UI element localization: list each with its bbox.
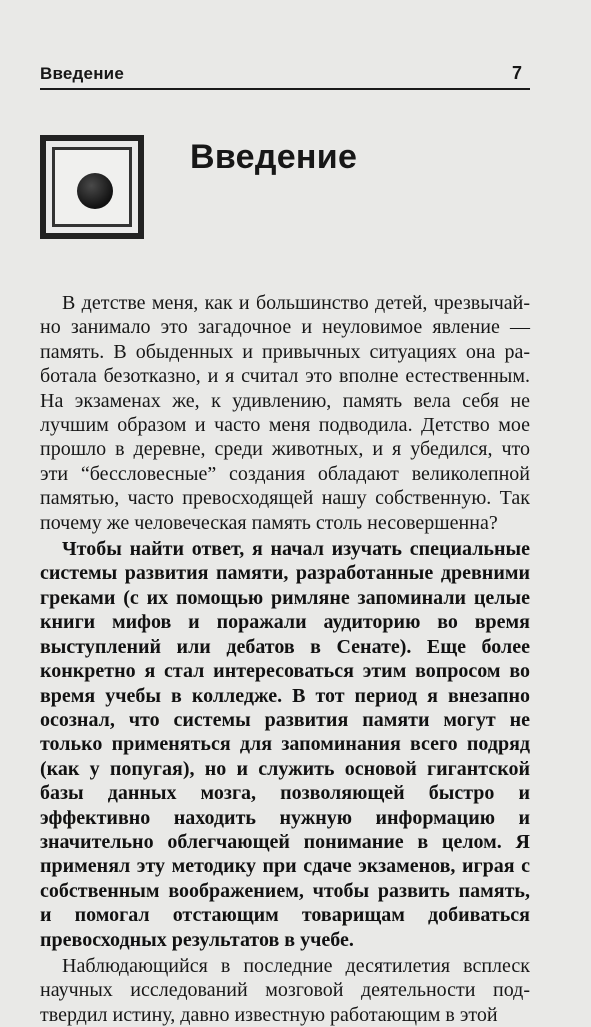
body-text [40,291,530,1027]
page-number: 7 [511,63,522,83]
chapter-title: Введение [190,138,358,176]
ornament-inner-frame [52,147,132,227]
page-header [40,60,530,90]
paragraph-3: Наблюдающийся в последние десятилетия всплеск научных исследований мозговой деятельности подтвердил истину, давно известную работающим в этой [40,954,530,1026]
chapter-ornament-icon [40,135,144,239]
paragraph-1: В детстве меня, как и большинство детей, чрезвычайно занимало это загадочное и неуловимое явление — память. В обыденных и привычных ситуациях она работала безотказно, и я считал это вполне естественным. На экзаменах же, к удивлению, память вела себя не лучшим образом и часто меня подводила. Детство мое прошло в деревне, среди животных, и я убедился, что эти “бессловесные” создания обладают великолепной памятью, часто превосходящей нашу собственную. Так почему же человеческая память столь несовершенна? [40,292,530,534]
ornament-circle [77,173,113,209]
running-head: Введение [40,64,124,83]
paragraph-2: Чтобы найти ответ, я начал изучать специальные системы развития памяти, разработанные древними греками (с их помощью римляне запоминали целые книги мифов и поражали аудиторию во время выступлений или дебатов в Сенате). Еще более конкретно я стал интересоваться этим вопросом во время учебы в колледже. В тот период я внезапно осознал, что системы развития памяти могут не только применяться для запоминания всего подряд (как у попугая), но и служить основой гигантской базы данных мозга, позволяющей быстро и эффективно находить нужную информацию и значительно облегчающей понимание в целом. Я применял эту методику при сдаче экзаменов, играя с собственным воображением, чтобы развить память, и помогал отстающим товарищам добиваться превосходных результатов в учебе. [40,538,530,951]
